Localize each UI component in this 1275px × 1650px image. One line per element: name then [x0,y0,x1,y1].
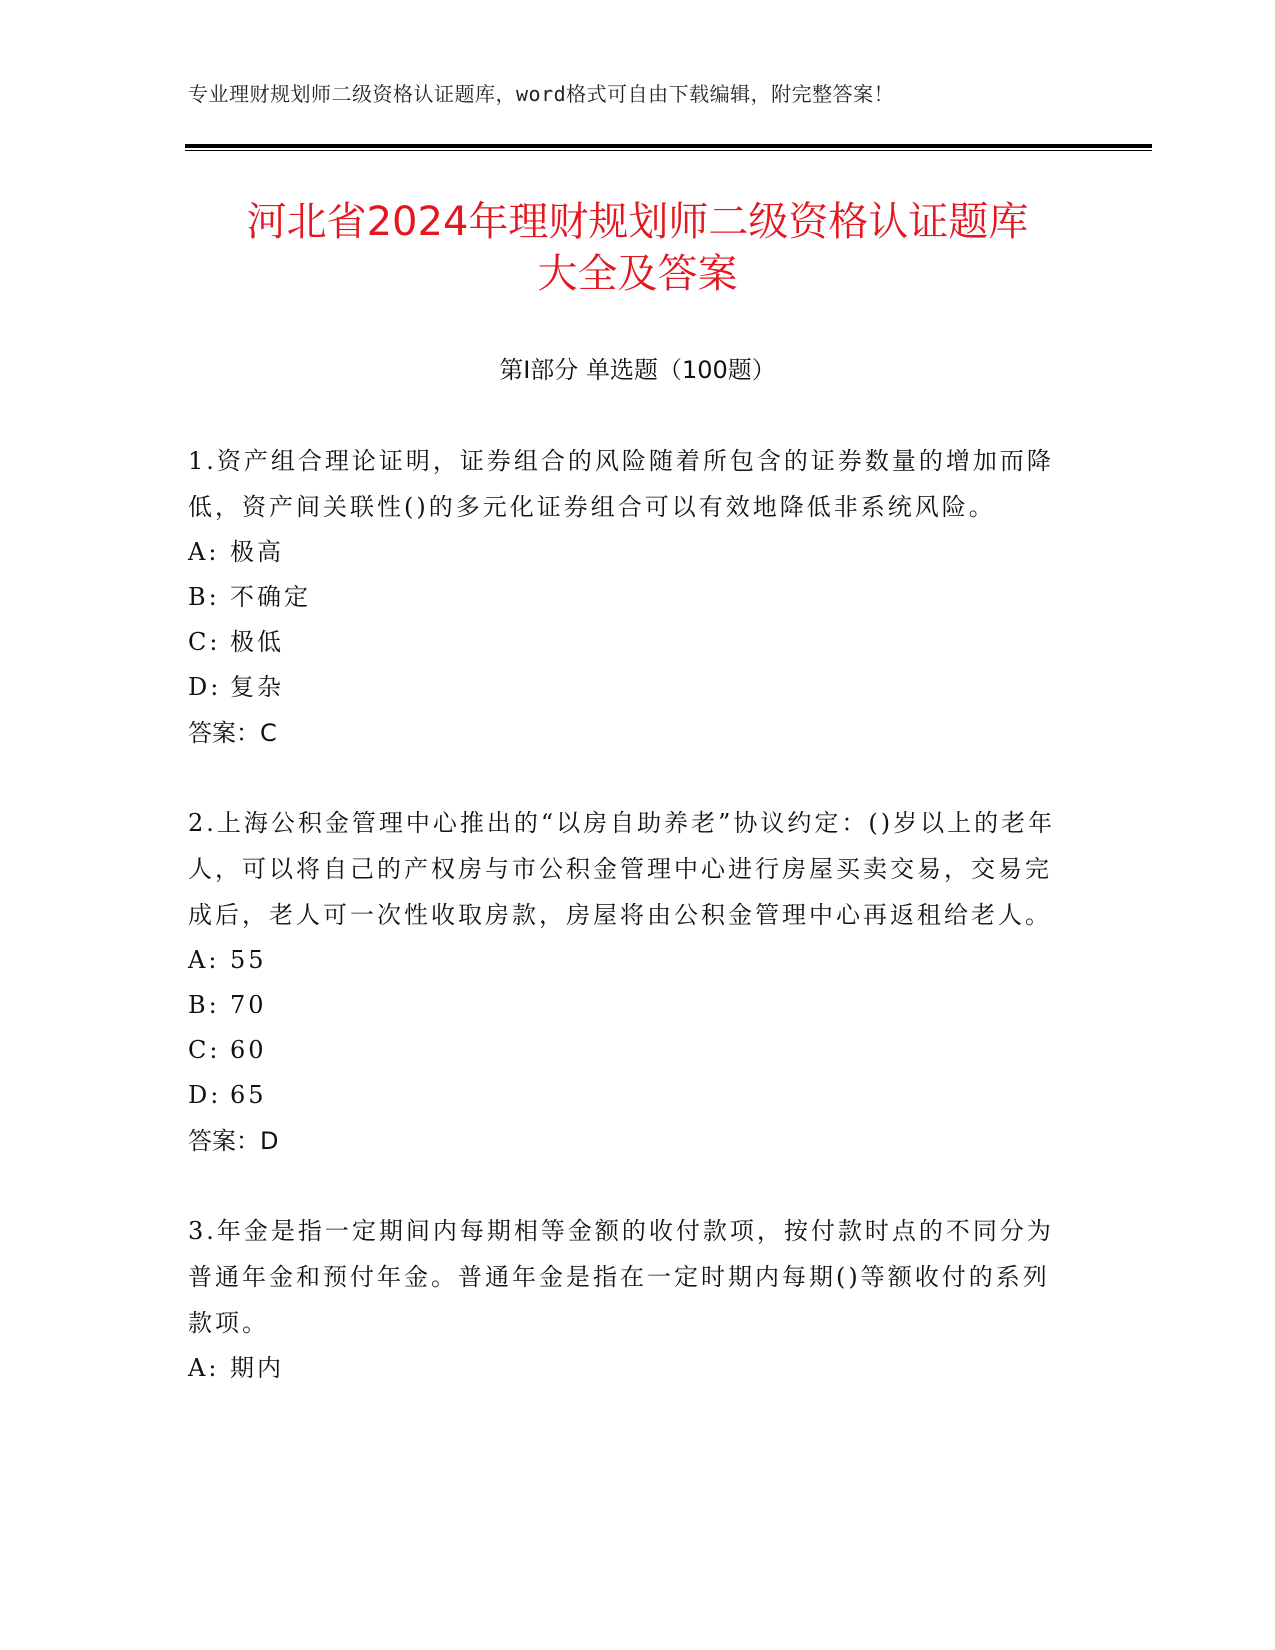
option-list [188,530,1058,710]
header-rule-thick [185,144,1152,148]
header-note: 专业理财规划师二级资格认证题库，word格式可自由下载编辑，附完整答案！ [188,82,895,106]
option-c [188,1028,1058,1073]
option-text: 期内 [230,1354,284,1382]
option-text: 65 [230,1081,267,1109]
question-1 [188,438,1058,756]
option-letter: A: [188,946,220,974]
option-letter: C: [188,1036,221,1064]
option-d [188,665,1058,710]
option-letter: D: [188,673,222,701]
option-letter: B: [188,991,220,1019]
answer-line: 答案：D [188,1127,279,1155]
option-list [188,1346,1058,1391]
option-text: 不确定 [230,583,311,611]
option-b [188,575,1058,620]
question-2 [188,800,1058,1164]
answer-line: 答案：C [188,719,277,747]
option-letter: B: [188,583,220,611]
option-a [188,530,1058,575]
question-stem: 3.年金是指一定期间内每期相等金额的收付款项，按付款时点的不同分为普通年金和预付年金。普通年金是指在一定时期内每期()等额收付的系列款项。 [188,1217,1054,1337]
document-title [185,196,1090,300]
option-letter: A: [188,1354,220,1382]
title-line-2: 大全及答案 [537,251,738,297]
header-rule-thin [185,150,1152,151]
question-stem: 1.资产组合理论证明，证券组合的风险随着所包含的证券数量的增加而降低，资产间关联性()的多元化证券组合可以有效地降低非系统风险。 [188,447,1054,521]
option-a [188,938,1058,983]
option-letter: A: [188,538,220,566]
option-text: 复杂 [230,673,284,701]
title-line-1: 河北省2024年理财规划师二级资格认证题库 [246,199,1029,245]
option-text: 极低 [230,628,284,656]
option-text: 70 [230,991,267,1019]
question-3 [188,1208,1058,1391]
option-letter: D: [188,1081,222,1109]
option-d [188,1073,1058,1118]
question-stem: 2.上海公积金管理中心推出的“以房自助养老”协议约定：()岁以上的老年人，可以将自己的产权房与市公积金管理中心进行房屋买卖交易，交易完成后，老人可一次性收取房款，房屋将由公积金管理中心再返租给老人。 [188,809,1056,929]
question-list [188,438,1058,1435]
option-text: 60 [230,1036,267,1064]
option-b [188,983,1058,1028]
option-list [188,938,1058,1118]
section-title: 第I部分 单选题（100题） [499,356,776,384]
option-text: 极高 [230,538,284,566]
option-c [188,620,1058,665]
option-letter: C: [188,628,221,656]
option-a [188,1346,1058,1391]
option-text: 55 [230,946,267,974]
